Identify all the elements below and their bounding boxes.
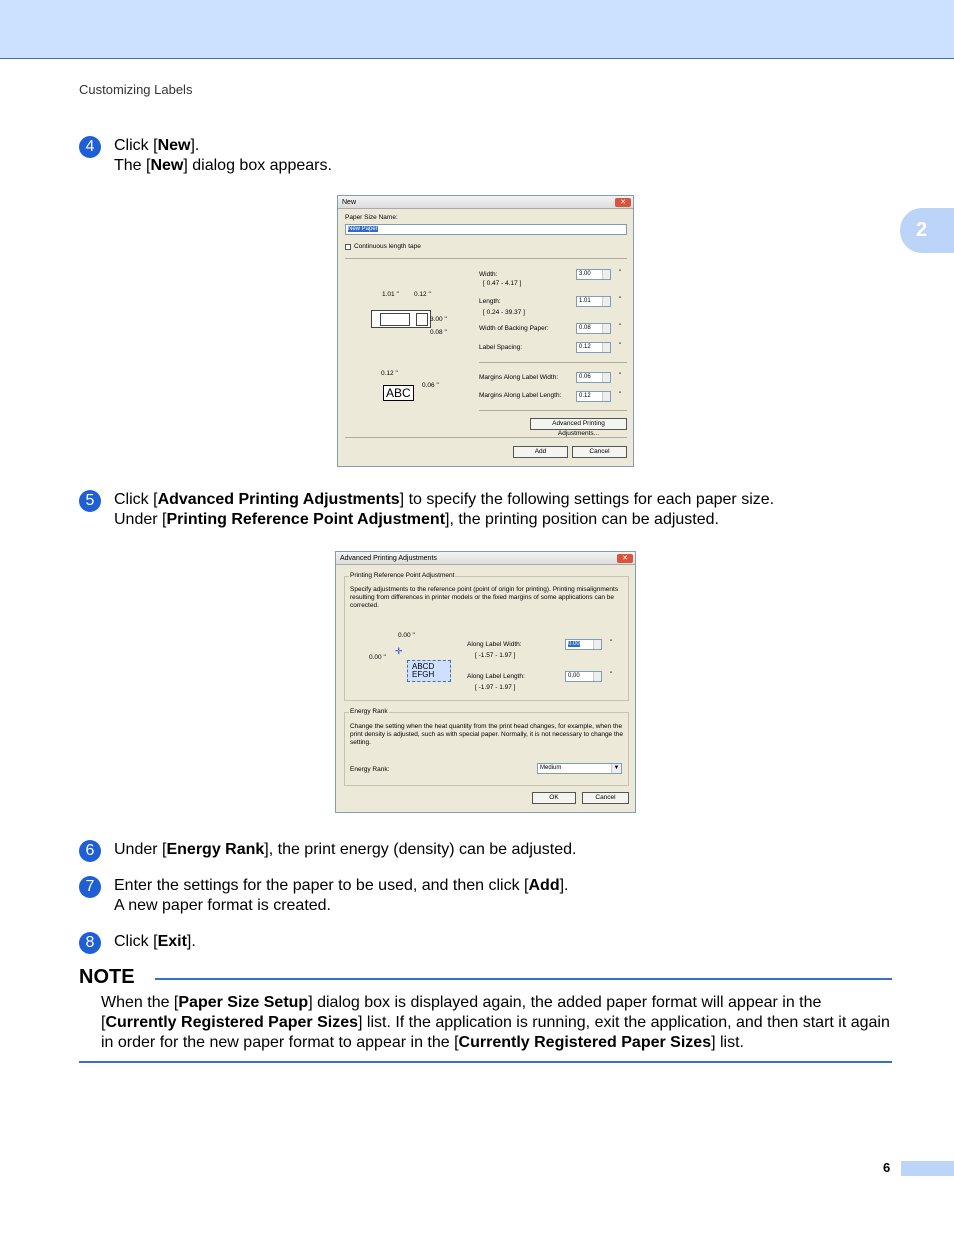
spinner-icon[interactable] [593, 672, 601, 681]
spinner-icon[interactable] [602, 297, 610, 306]
reference-point-group [344, 572, 629, 701]
along-length-label: Along Label Length: [467, 673, 525, 680]
spinner-icon[interactable] [593, 640, 601, 649]
label-diagram [371, 310, 431, 328]
add-button[interactable]: Add [513, 446, 568, 458]
step-number-icon: 7 [79, 876, 101, 898]
dialog-titlebar: New ✕ [338, 196, 633, 209]
note-body: When the [Paper Size Setup] dialog box is displayed again, the added paper format will appear in the [Currently Registered Paper Sizes] list. If the application is running, exit the application, and then start it again in order for the new paper format to appear in the [Currently Registered Paper Sizes] list. [101, 994, 890, 1051]
unit-label: " [619, 372, 622, 379]
continuous-checkbox[interactable]: Continuous length tape [345, 243, 421, 250]
step-number-icon: 5 [79, 490, 101, 512]
dim-length: 1.01 " [382, 291, 399, 298]
step-4 [79, 136, 332, 176]
dim-width: 3.00 " [430, 316, 447, 323]
along-length-range: [ -1.97 - 1.97 ] [475, 684, 516, 691]
crosshair-icon: ✛ [395, 646, 403, 656]
step-number-icon: 4 [79, 136, 101, 158]
group-description: Specify adjustments to the reference point (point of origin for printing). Printing misalignments resulting from differences in printer models or the fixed margins of some applications can be corrected. [350, 586, 619, 609]
note-box [79, 966, 892, 1053]
length-range: [ 0.24 - 39.37 ] [483, 309, 525, 316]
running-title: Customizing Labels [79, 82, 193, 97]
spinner-icon[interactable] [602, 270, 610, 279]
close-icon[interactable]: ✕ [615, 198, 631, 207]
group-label: Printing Reference Point Adjustment [350, 572, 455, 579]
along-width-label: Along Label Width: [467, 641, 522, 648]
along-width-range: [ -1.57 - 1.97 ] [475, 652, 516, 659]
note-title: NOTE [79, 966, 135, 988]
dim-left: 0.00 " [369, 654, 386, 661]
length-label: Length: [479, 298, 501, 305]
spinner-icon[interactable] [602, 392, 610, 401]
page-number: 6 [883, 1160, 891, 1175]
step-number-icon: 6 [79, 840, 101, 862]
group-label: Energy Rank [350, 708, 388, 715]
spinner-icon[interactable] [602, 324, 610, 333]
paper-size-name-label: Paper Size Name: [345, 214, 398, 221]
unit-label: " [619, 391, 622, 398]
step-6 [79, 840, 576, 860]
energy-rank-label: Energy Rank: [350, 766, 390, 773]
spinner-icon[interactable] [602, 373, 610, 382]
divider [479, 362, 627, 363]
group-description: Change the setting when the heat quantity from the print head changes, for example, when the print density is adjusted, such as with special paper. Normally, it is not necessary to change the setting. [350, 723, 624, 746]
note-bottom-rule [79, 1061, 892, 1063]
note-rule [155, 978, 892, 980]
energy-rank-select[interactable]: Medium ▼ [537, 763, 622, 774]
along-length-input[interactable]: 0.00 [565, 671, 602, 682]
backing-input[interactable]: 0.08 [576, 323, 611, 334]
step-text: Under [Printing Reference Point Adjustment], the printing position can be adjusted. [114, 511, 719, 528]
step-5 [79, 490, 774, 530]
top-header-band [0, 0, 954, 59]
dim-margin-length: 0.12 " [381, 370, 398, 377]
advanced-printing-button[interactable]: Advanced Printing Adjustments... [530, 418, 627, 430]
width-range: [ 0.47 - 4.17 ] [483, 280, 522, 287]
dim-top: 0.00 " [398, 632, 415, 639]
cancel-button[interactable]: Cancel [572, 446, 627, 458]
unit-label: " [619, 269, 622, 276]
step-text: Enter the settings for the paper to be used, and then click [Add]. [114, 877, 569, 894]
divider [345, 258, 627, 259]
ok-button[interactable]: OK [532, 792, 576, 804]
step-text: Click [Advanced Printing Adjustments] to specify the following settings for each paper size. [114, 491, 775, 508]
step-text: Click [New]. [114, 137, 200, 154]
advanced-printing-dialog [335, 551, 636, 813]
abc-sample: ABC [383, 385, 414, 401]
width-input[interactable]: 3.00 [576, 269, 611, 280]
dialog-titlebar: Advanced Printing Adjustments ✕ [336, 552, 635, 565]
unit-label: " [610, 671, 613, 678]
energy-rank-group [344, 708, 629, 786]
divider [479, 410, 627, 411]
step-text: Click [Exit]. [114, 933, 196, 950]
divider [345, 437, 627, 438]
unit-label: " [610, 639, 613, 646]
step-8 [79, 932, 196, 952]
dim-margin-width: 0.06 " [422, 382, 439, 389]
backing-label: Width of Backing Paper: [479, 325, 549, 332]
page-footer-bar [901, 1161, 954, 1176]
chapter-tab[interactable]: 2 [900, 208, 954, 253]
margin-length-label: Margins Along Label Length: [479, 392, 562, 399]
length-input[interactable]: 1.01 [576, 296, 611, 307]
step-text: A new paper format is created. [114, 897, 331, 914]
chevron-down-icon[interactable]: ▼ [611, 764, 621, 773]
margin-width-label: Margins Along Label Width: [479, 374, 559, 381]
dim-spacing: 0.12 " [414, 291, 431, 298]
unit-label: " [619, 323, 622, 330]
spinner-icon[interactable] [602, 343, 610, 352]
sample-label: ABCD EFGH [407, 660, 451, 682]
step-text: The [New] dialog box appears. [114, 157, 332, 174]
paper-size-name-input[interactable]: New Paper [345, 224, 627, 235]
unit-label: " [619, 342, 622, 349]
spacing-input[interactable]: 0.12 [576, 342, 611, 353]
step-7 [79, 876, 568, 916]
margin-length-input[interactable]: 0.12 [576, 391, 611, 402]
spacing-label: Label Spacing: [479, 344, 523, 351]
cancel-button[interactable]: Cancel [582, 792, 629, 804]
margin-width-input[interactable]: 0.06 [576, 372, 611, 383]
unit-label: " [619, 296, 622, 303]
close-icon[interactable]: ✕ [617, 554, 633, 563]
checkbox-icon[interactable] [345, 244, 351, 250]
step-text: Under [Energy Rank], the print energy (density) can be adjusted. [114, 841, 577, 858]
new-dialog [337, 195, 634, 467]
width-label: Width: [479, 271, 498, 278]
step-number-icon: 8 [79, 932, 101, 954]
dim-backing: 0.08 " [430, 329, 447, 336]
along-width-input[interactable]: 0.00 [565, 639, 602, 650]
